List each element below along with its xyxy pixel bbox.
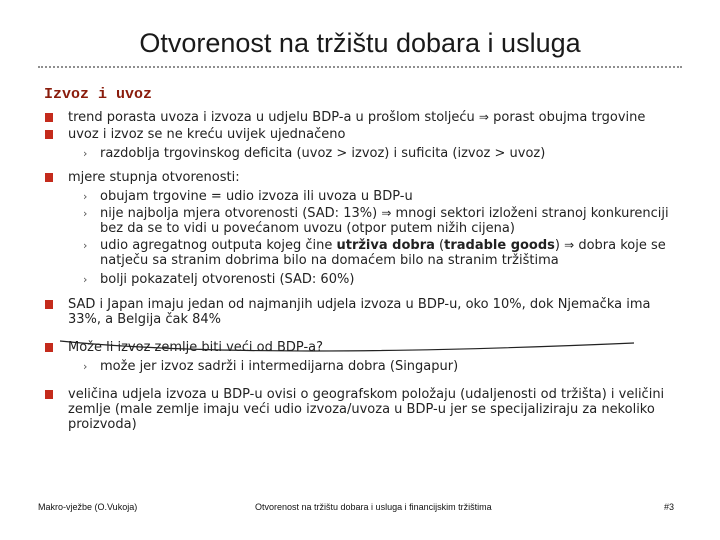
bullet-6 [44,387,684,432]
bullet-3-sub-2 [44,206,684,236]
implies-icon: ⇒ [564,238,575,252]
footer-center: Otvorenost na tržištu dobara i usluga i financijskim tržištima [255,502,492,512]
bullet-3 [44,170,684,185]
section-subtitle: Izvoz i uvoz [44,86,153,103]
bullet-3-sub-1-text: obujam trgovine = udio izvoza ili uvoza u BDP-u [100,189,413,204]
bullet-3-sub-3: › udio agregatnog outputa kojeg čine utrživa dobra (tradable goods) ⇒ dobra koje se natječu sa stranim dobrima bilo na domaćem bilo na stranim tržištima [83,238,666,268]
bullet-2-sub-1-text: razdoblja trgovinskog deficita (uvoz > izvoz) i suficita (izvoz > uvoz) [100,146,546,161]
bullet-5-text: Može li izvoz zemlje biti veći od BDP-a? [68,340,324,355]
bullet-square-icon [45,173,53,182]
slide-title: Otvorenost na tržištu dobara i usluga [139,28,581,58]
bullet-1 [44,110,684,125]
bullet-square-icon [45,343,53,352]
bullet-square-icon [45,300,53,309]
implies-icon: ⇒ [478,110,489,124]
bullet-2-sub-1 [44,146,684,161]
handwritten-underline-arc [58,339,638,363]
sub-arrow-icon: › [83,273,88,286]
bullet-4-text: SAD i Japan imaju jedan od najmanjih udjela izvoza u BDP-u, oko 10%, dok Njemačka ima 33%, a Belgija čak 84% [68,297,651,327]
bullet-3-sub-4-text: bolji pokazatelj otvorenosti (SAD: 60%) [100,272,355,287]
bullet-3-sub-2-text-a: nije najbolja mjera otvorenosti (SAD: 13%) [100,206,378,221]
bullet-square-icon [45,113,53,122]
sub-arrow-icon: › [83,360,88,373]
bullet-3-sub-4 [44,272,684,287]
bullet-square-icon [45,130,53,139]
sub-arrow-icon: › [83,207,88,220]
footer-left: Makro-vježbe (O.Vukoja) [38,502,138,512]
bullet-4 [44,297,684,327]
bullet-3-sub-3-text-a: udio agregatnog outputa kojeg čine [100,238,333,253]
bullet-1-tail: porast obujma trgovine [493,110,646,125]
slide-content [44,110,684,432]
sub-arrow-icon: › [83,190,88,203]
sub-arrow-icon: › [83,147,88,160]
bullet-5-sub-1-text: može jer izvoz sadrži i intermedijarna dobra (Singapur) [100,359,459,374]
sub-arrow-icon: › [83,239,88,252]
bullet-1-text: trend porasta uvoza i izvoza u udjelu BDP-a u prošlom stoljeću [68,110,475,125]
bullet-square-icon [45,390,53,399]
bullet-3-sub-3-text-b: dobra koje se natječu sa stranim dobrima bilo na domaćem bilo na stranim tržištima [100,238,666,268]
bullet-6-text: veličina udjela izvoza u BDP-u ovisi o geografskom položaju (udaljenosti od tržišta) i veličini zemlje (male zemlje imaju veći udio izvoza/uvoza u BDP-u jer se specijaliziraju za nekoliko proizvoda) [68,387,665,432]
bullet-3-sub-1 [44,189,684,204]
tradable-goods-english-term: tradable goods [444,238,555,253]
tradable-goods-term: utrživa dobra [336,238,435,253]
implies-icon: ⇒ [381,206,392,220]
bullet-3-sub-2-text-b: mnogi sektori izloženi stranoj konkurenciji bez da se to vidi u povećanom uvozu (otpor putem nižih cijena) [100,206,669,236]
bullet-2 [44,127,684,142]
footer-page-number: #3 [664,502,675,512]
bullet-2-text: uvoz i izvoz se ne kreću uvijek ujednačeno [68,127,346,142]
title-divider [38,66,682,68]
bullet-3-text: mjere stupnja otvorenosti: [68,170,240,185]
